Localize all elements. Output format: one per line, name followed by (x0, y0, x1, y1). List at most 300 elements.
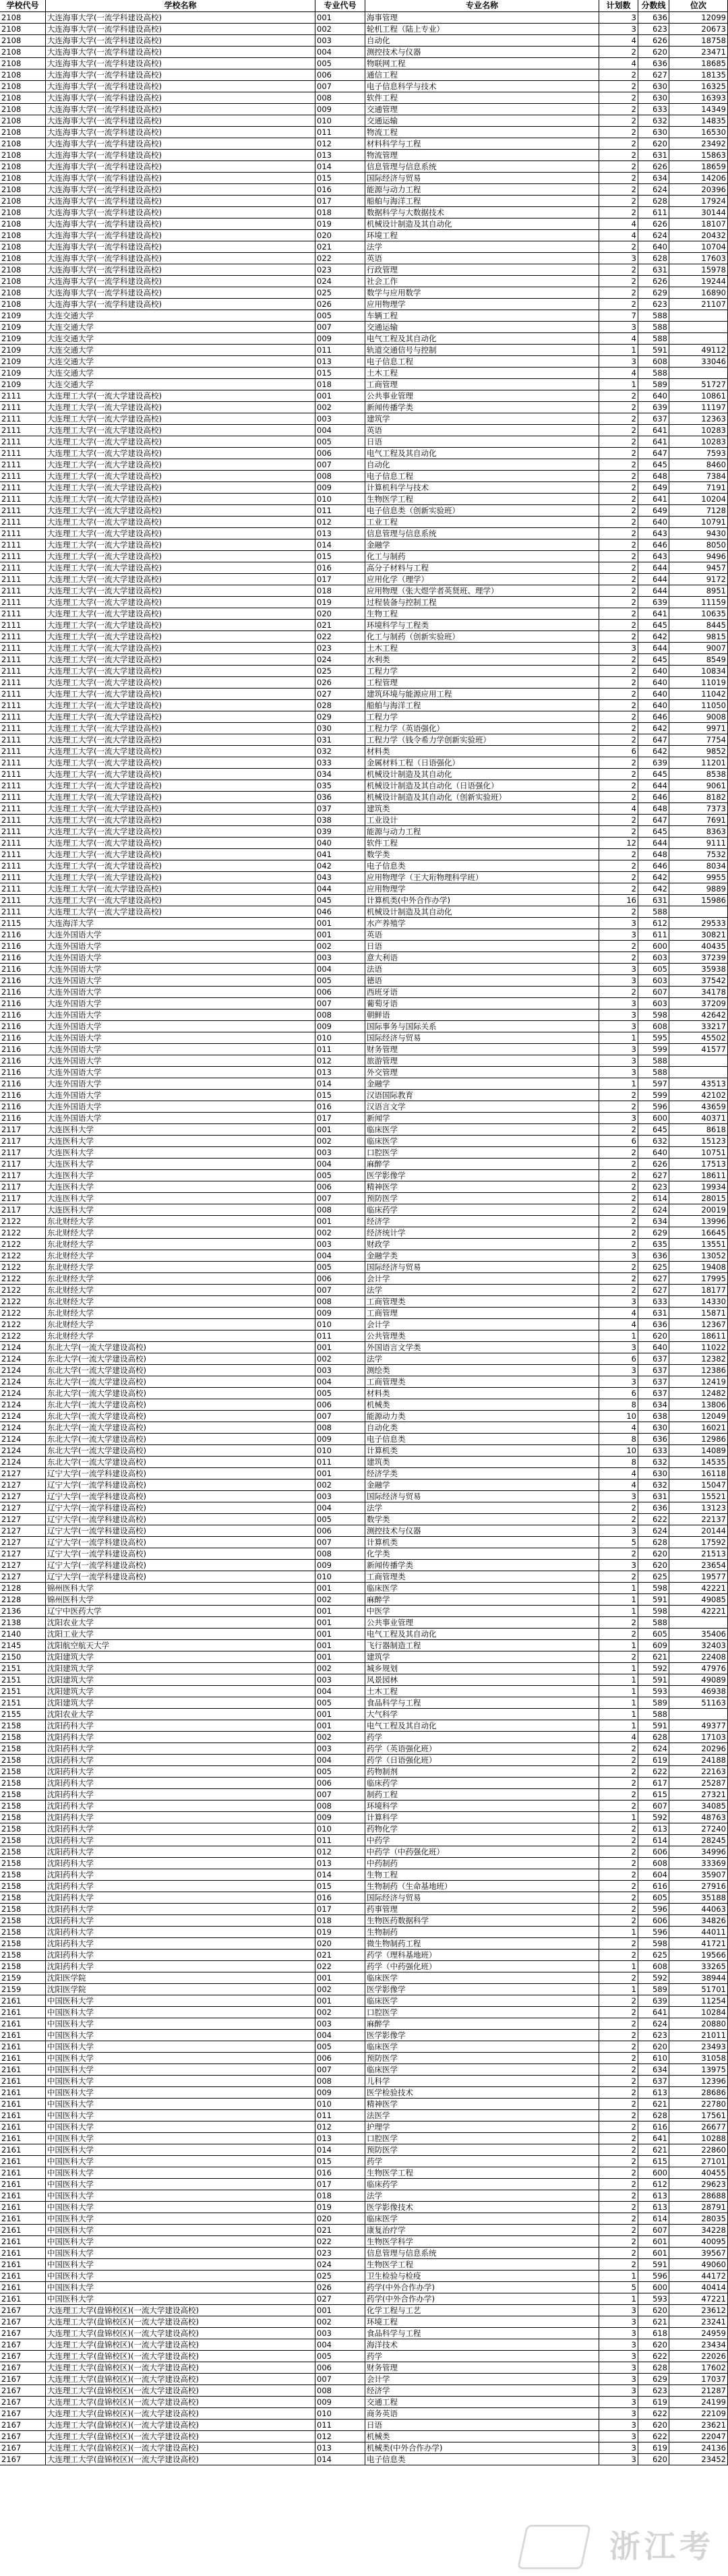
cell-score-line: 624 (638, 1525, 669, 1537)
table-row (0, 1525, 728, 1537)
cell-school-code: 2116 (0, 1101, 46, 1113)
cell-major-name: 生物工程 (365, 1869, 599, 1881)
cell-score-line: 640 (638, 1147, 669, 1159)
cell-rank: 34826 (669, 1915, 728, 1927)
cell-rank: 51727 (669, 379, 728, 390)
cell-school-code: 2140 (0, 1629, 46, 1640)
cell-rank: 51163 (669, 1697, 728, 1709)
cell-major-name: 药学（理科基地班） (365, 1950, 599, 1961)
table-row (0, 2442, 728, 2454)
cell-score-line: 626 (638, 161, 669, 173)
cell-major-name: 日语 (365, 436, 599, 448)
cell-score-line: 637 (638, 1353, 669, 1365)
cell-school-name: 大连理工大学(一流大学建设高校) (46, 413, 315, 425)
table-row (0, 333, 728, 345)
cell-rank: 30821 (669, 929, 728, 941)
header-score-line: 分数线 (638, 0, 669, 11)
cell-rank: 16325 (669, 81, 728, 92)
cell-school-code: 2161 (0, 2202, 46, 2213)
cell-major-name: 法学 (365, 2190, 599, 2202)
cell-rank: 17103 (669, 1732, 728, 1743)
cell-plan-count: 2 (599, 734, 638, 746)
cell-major-code: 027 (315, 2293, 365, 2305)
cell-school-name: 大连交通大学 (46, 345, 315, 356)
cell-school-code: 2161 (0, 2271, 46, 2282)
cell-major-code: 019 (315, 2202, 365, 2213)
cell-school-code: 2124 (0, 1376, 46, 1388)
cell-rank: 43513 (669, 1078, 728, 1090)
cell-major-name: 临床医学 (365, 1124, 599, 1136)
cell-school-code: 2167 (0, 2328, 46, 2339)
cell-score-line: 631 (638, 150, 669, 161)
cell-major-code: 009 (315, 2397, 365, 2408)
cell-major-name: 交通运输 (365, 322, 599, 333)
cell-rank: 35938 (669, 964, 728, 975)
cell-major-code: 011 (315, 345, 365, 356)
cell-score-line: 591 (638, 1674, 669, 1686)
table-row (0, 746, 728, 757)
cell-school-name: 大连理工大学(一流大学建设高校) (46, 494, 315, 505)
cell-plan-count: 2 (599, 1262, 638, 1273)
cell-rank: 49089 (669, 1674, 728, 1686)
cell-rank: 11042 (669, 689, 728, 700)
cell-major-code: 010 (315, 115, 365, 127)
table-row (0, 2156, 728, 2167)
table-row (0, 1789, 728, 1801)
table-row (0, 1801, 728, 1812)
cell-plan-count: 3 (599, 1055, 638, 1067)
cell-rank: 19934 (669, 1181, 728, 1193)
cell-major-code: 016 (315, 562, 365, 574)
cell-rank: 48763 (669, 1812, 728, 1823)
cell-school-name: 大连理工大学(一流大学建设高校) (46, 620, 315, 631)
cell-major-name: 临床医学 (365, 1995, 599, 2007)
cell-rank: 28791 (669, 2202, 728, 2213)
cell-school-code: 2167 (0, 2454, 46, 2465)
table-row (0, 2041, 728, 2053)
cell-rank: 21107 (669, 299, 728, 310)
cell-plan-count: 2 (599, 413, 638, 425)
cell-rank: 20144 (669, 1525, 728, 1537)
cell-score-line: 601 (638, 2248, 669, 2259)
table-row (0, 1755, 728, 1766)
cell-major-code: 021 (315, 241, 365, 253)
cell-school-code: 2111 (0, 436, 46, 448)
table-row (0, 1743, 728, 1755)
cell-major-code: 006 (315, 1525, 365, 1537)
cell-score-line: 640 (638, 517, 669, 528)
cell-rank: 20432 (669, 230, 728, 241)
cell-plan-count: 2 (599, 287, 638, 299)
cell-score-line: 631 (638, 264, 669, 276)
table-row (0, 402, 728, 413)
cell-plan-count: 4 (599, 1732, 638, 1743)
cell-plan-count: 3 (599, 1491, 638, 1502)
cell-school-name: 沈阳药科大学 (46, 1892, 315, 1904)
cell-major-code: 023 (315, 643, 365, 654)
cell-plan-count: 4 (599, 1422, 638, 1434)
cell-major-code: 033 (315, 757, 365, 769)
cell-score-line: 648 (638, 849, 669, 860)
cell-school-name: 大连理工大学(一流大学建设高校) (46, 792, 315, 803)
cell-major-name: 材料类 (365, 746, 599, 757)
cell-major-code: 001 (315, 1720, 365, 1732)
cell-plan-count: 3 (599, 1113, 638, 1124)
cell-major-name: 土木工程 (365, 1686, 599, 1697)
cell-plan-count: 2 (599, 69, 638, 81)
cell-score-line: 597 (638, 1078, 669, 1090)
cell-school-name: 大连理工大学(盘锦校区)(一流大学建设高校) (46, 2316, 315, 2328)
cell-major-name: 日语 (365, 2420, 599, 2431)
cell-major-name: 经济学 (365, 1216, 599, 1227)
cell-score-line: 636 (638, 58, 669, 69)
cell-school-name: 沈阳药科大学 (46, 1789, 315, 1801)
cell-major-name: 电子信息工程 (365, 356, 599, 368)
table-row (0, 368, 728, 379)
cell-major-name: 制药工程 (365, 1789, 599, 1801)
cell-rank: 28015 (669, 1193, 728, 1204)
cell-school-name: 大连外国语大学 (46, 1090, 315, 1101)
cell-major-name: 计算机类(中外合作办学) (365, 895, 599, 906)
cell-major-code: 025 (315, 287, 365, 299)
cell-school-name: 大连海事大学(一流学科建设高校) (46, 115, 315, 127)
cell-school-code: 2161 (0, 2110, 46, 2121)
cell-school-name: 沈阳建筑大学 (46, 1651, 315, 1663)
cell-school-name: 东北大学(一流大学建设高校) (46, 1342, 315, 1353)
cell-score-line: 620 (638, 2339, 669, 2351)
table-row (0, 150, 728, 161)
table-row (0, 1904, 728, 1915)
cell-major-name: 财务管理 (365, 2362, 599, 2374)
cell-score-line: 640 (638, 666, 669, 677)
cell-major-name: 法医学 (365, 2110, 599, 2121)
cell-score-line: 603 (638, 975, 669, 987)
cell-rank: 17602 (669, 2362, 728, 2374)
table-row (0, 69, 728, 81)
cell-school-name: 中国医科大学 (46, 2179, 315, 2190)
cell-school-code: 2158 (0, 1858, 46, 1869)
cell-school-name: 大连理工大学(一流大学建设高校) (46, 608, 315, 620)
cell-major-code: 007 (315, 81, 365, 92)
cell-major-code: 001 (315, 1617, 365, 1629)
table-row (0, 1651, 728, 1663)
cell-major-name: 城乡规划 (365, 1663, 599, 1674)
cell-major-code: 017 (315, 1113, 365, 1124)
table-row (0, 2431, 728, 2442)
cell-score-line: 645 (638, 1124, 669, 1136)
cell-major-code: 016 (315, 1892, 365, 1904)
cell-major-code: 020 (315, 608, 365, 620)
cell-plan-count: 2 (599, 562, 638, 574)
cell-score-line: 632 (638, 115, 669, 127)
cell-score-line: 603 (638, 952, 669, 964)
table-row (0, 1686, 728, 1697)
cell-major-code: 015 (315, 1881, 365, 1892)
cell-school-code: 2122 (0, 1330, 46, 1342)
cell-major-code: 045 (315, 895, 365, 906)
cell-plan-count: 2 (599, 2110, 638, 2121)
cell-major-name: 药学（英语强化班） (365, 1743, 599, 1755)
cell-plan-count: 2 (599, 597, 638, 608)
cell-score-line: 598 (638, 1606, 669, 1617)
cell-plan-count: 3 (599, 2351, 638, 2362)
cell-school-code: 2161 (0, 2167, 46, 2179)
cell-school-code: 2108 (0, 12, 46, 24)
cell-school-name: 中国医科大学 (46, 2282, 315, 2293)
cell-major-code: 005 (315, 1170, 365, 1181)
cell-school-code: 2111 (0, 689, 46, 700)
table-row (0, 264, 728, 276)
cell-major-name: 公共管理类 (365, 1330, 599, 1342)
cell-score-line: 628 (638, 1537, 669, 1548)
cell-major-code: 016 (315, 2167, 365, 2179)
cell-major-name: 口腔医学 (365, 2007, 599, 2018)
cell-score-line: 617 (638, 1778, 669, 1789)
cell-school-name: 中国医科大学 (46, 2087, 315, 2099)
cell-plan-count: 3 (599, 2431, 638, 2442)
cell-school-name: 东北财经大学 (46, 1216, 315, 1227)
cell-school-code: 2167 (0, 2305, 46, 2316)
cell-school-code: 2108 (0, 69, 46, 81)
table-row (0, 1972, 728, 1984)
cell-major-name: 生物制药 (365, 1927, 599, 1938)
cell-major-code: 002 (315, 941, 365, 952)
cell-school-code: 2116 (0, 987, 46, 998)
cell-score-line: 628 (638, 253, 669, 264)
cell-rank: 14349 (669, 104, 728, 115)
cell-rank: 10861 (669, 390, 728, 402)
table-row (0, 379, 728, 390)
cell-school-name: 大连理工大学(一流大学建设高校) (46, 815, 315, 826)
cell-score-line: 600 (638, 2282, 669, 2293)
cell-school-name: 辽宁大学(一流学科建设高校) (46, 1571, 315, 1583)
table-row (0, 769, 728, 780)
cell-score-line: 607 (638, 987, 669, 998)
cell-major-code: 011 (315, 505, 365, 517)
cell-major-name: 朝鲜语 (365, 1009, 599, 1021)
cell-school-name: 中国医科大学 (46, 2121, 315, 2133)
table-row (0, 815, 728, 826)
cell-plan-count: 1 (599, 1032, 638, 1044)
cell-school-code: 2111 (0, 562, 46, 574)
cell-school-code: 2158 (0, 1938, 46, 1950)
cell-major-name: 德语 (365, 975, 599, 987)
cell-plan-count: 2 (599, 173, 638, 184)
cell-plan-count: 2 (599, 127, 638, 138)
cell-major-name: 电子信息工程 (365, 471, 599, 482)
cell-score-line: 620 (638, 2041, 669, 2053)
cell-school-code: 2117 (0, 1124, 46, 1136)
table-row (0, 2293, 728, 2305)
cell-school-name: 大连海事大学(一流学科建设高校) (46, 264, 315, 276)
cell-major-code: 006 (315, 69, 365, 81)
cell-plan-count: 2 (599, 1755, 638, 1766)
cell-school-code: 2158 (0, 1789, 46, 1801)
cell-plan-count: 2 (599, 860, 638, 872)
cell-plan-count: 4 (599, 35, 638, 47)
cell-school-code: 2111 (0, 883, 46, 895)
cell-rank: 8034 (669, 860, 728, 872)
cell-major-code: 018 (315, 585, 365, 597)
cell-rank: 23621 (669, 2420, 728, 2431)
cell-score-line: 632 (638, 1480, 669, 1491)
cell-major-name: 财务管理 (365, 1044, 599, 1055)
cell-major-name: 日语 (365, 941, 599, 952)
cell-major-code: 011 (315, 1457, 365, 1468)
cell-plan-count: 1 (599, 1640, 638, 1651)
cell-school-code: 2159 (0, 1984, 46, 1995)
cell-rank: 40435 (669, 941, 728, 952)
cell-school-code: 2108 (0, 35, 46, 47)
cell-school-code: 2115 (0, 918, 46, 929)
cell-major-name: 新闻学 (365, 1113, 599, 1124)
cell-major-code: 001 (315, 1606, 365, 1617)
cell-major-name: 建筑学 (365, 413, 599, 425)
cell-school-code: 2111 (0, 654, 46, 666)
table-row (0, 1984, 728, 1995)
cell-school-name: 沈阳药科大学 (46, 1858, 315, 1869)
cell-school-name: 大连理工大学(一流大学建设高校) (46, 597, 315, 608)
cell-score-line: 644 (638, 585, 669, 597)
cell-major-code: 012 (315, 517, 365, 528)
cell-school-code: 2111 (0, 677, 46, 689)
cell-plan-count: 1 (599, 1720, 638, 1732)
cell-school-name: 大连医科大学 (46, 1181, 315, 1193)
cell-school-code: 2111 (0, 539, 46, 551)
table-row (0, 1330, 728, 1342)
cell-score-line: 644 (638, 838, 669, 849)
table-row (0, 2305, 728, 2316)
table-row (0, 1308, 728, 1319)
table-row (0, 1399, 728, 1411)
cell-major-code: 003 (315, 2018, 365, 2030)
cell-school-code: 2158 (0, 1801, 46, 1812)
cell-school-code: 2111 (0, 425, 46, 436)
cell-plan-count: 1 (599, 1674, 638, 1686)
table-row (0, 1617, 728, 1629)
cell-major-name: 工程管理 (365, 677, 599, 689)
cell-school-name: 东北大学(一流大学建设高校) (46, 1457, 315, 1468)
cell-score-line: 608 (638, 1961, 669, 1972)
cell-school-code: 2150 (0, 1651, 46, 1663)
cell-major-name: 飞行器制造工程 (365, 1640, 599, 1651)
cell-major-name: 新闻传播学类 (365, 402, 599, 413)
cell-school-name: 大连理工大学(一流大学建设高校) (46, 539, 315, 551)
cell-plan-count: 1 (599, 1961, 638, 1972)
cell-school-name: 大连理工大学(一流大学建设高校) (46, 769, 315, 780)
cell-school-name: 锦州医科大学 (46, 1594, 315, 1606)
cell-score-line: 605 (638, 1892, 669, 1904)
cell-major-code: 001 (315, 12, 365, 24)
cell-school-code: 2111 (0, 517, 46, 528)
table-row (0, 1021, 728, 1032)
cell-rank: 7593 (669, 448, 728, 459)
cell-rank: 17561 (669, 2110, 728, 2121)
cell-school-code: 2108 (0, 58, 46, 69)
cell-score-line: 623 (638, 299, 669, 310)
table-row (0, 1204, 728, 1216)
table-row (0, 104, 728, 115)
cell-school-code: 2111 (0, 402, 46, 413)
cell-school-code: 2151 (0, 1686, 46, 1697)
cell-school-name: 沈阳药科大学 (46, 1812, 315, 1823)
cell-score-line: 625 (638, 1571, 669, 1583)
table-row (0, 1170, 728, 1181)
cell-plan-count: 2 (599, 1869, 638, 1881)
cell-major-code: 024 (315, 2259, 365, 2271)
table-row (0, 1296, 728, 1308)
cell-score-line: 588 (638, 1067, 669, 1078)
cell-major-code: 015 (315, 551, 365, 562)
cell-score-line: 596 (638, 1904, 669, 1915)
cell-school-code: 2124 (0, 1422, 46, 1434)
table-row (0, 81, 728, 92)
cell-score-line: 642 (638, 872, 669, 883)
cell-plan-count: 2 (599, 1124, 638, 1136)
table-row (0, 1113, 728, 1124)
cell-school-name: 大连理工大学(一流大学建设高校) (46, 746, 315, 757)
cell-plan-count: 2 (599, 1995, 638, 2007)
cell-major-name: 计算机类 (365, 1537, 599, 1548)
cell-score-line: 646 (638, 860, 669, 872)
cell-rank: 16021 (669, 1422, 728, 1434)
cell-plan-count: 2 (599, 196, 638, 207)
cell-plan-count: 2 (599, 482, 638, 494)
cell-score-line: 606 (638, 1915, 669, 1927)
table-row (0, 1067, 728, 1078)
cell-school-name: 大连海事大学(一流学科建设高校) (46, 127, 315, 138)
table-row (0, 1881, 728, 1892)
cell-plan-count: 2 (599, 711, 638, 723)
cell-score-line: 608 (638, 1021, 669, 1032)
cell-school-code: 2158 (0, 1961, 46, 1972)
cell-plan-count: 2 (599, 528, 638, 539)
cell-score-line: 631 (638, 1491, 669, 1502)
cell-rank: 42642 (669, 1009, 728, 1021)
cell-plan-count: 2 (599, 1101, 638, 1113)
cell-school-name: 大连外国语大学 (46, 1101, 315, 1113)
cell-school-code: 2111 (0, 723, 46, 734)
cell-school-code: 2108 (0, 196, 46, 207)
cell-school-name: 中国医科大学 (46, 2053, 315, 2064)
cell-score-line: 637 (638, 413, 669, 425)
cell-score-line: 592 (638, 1972, 669, 1984)
cell-major-code: 011 (315, 1044, 365, 1055)
cell-school-code: 2161 (0, 2282, 46, 2293)
cell-major-code: 005 (315, 1697, 365, 1709)
cell-rank: 40455 (669, 2167, 728, 2179)
cell-score-line: 614 (638, 1193, 669, 1204)
cell-major-code: 013 (315, 1858, 365, 1869)
table-row (0, 1193, 728, 1204)
table-row (0, 1812, 728, 1823)
cell-school-name: 沈阳药科大学 (46, 1766, 315, 1778)
cell-plan-count: 2 (599, 2213, 638, 2225)
cell-major-code: 002 (315, 2316, 365, 2328)
cell-school-name: 中国医科大学 (46, 2099, 315, 2110)
cell-major-name: 能源与动力工程 (365, 826, 599, 838)
cell-school-code: 2161 (0, 2144, 46, 2156)
cell-major-name: 数据科学与大数据技术 (365, 207, 599, 218)
table-row (0, 2454, 728, 2465)
cell-score-line: 625 (638, 1950, 669, 1961)
cell-major-code: 026 (315, 677, 365, 689)
cell-major-name: 药学（日语强化班） (365, 1755, 599, 1766)
table-row (0, 35, 728, 47)
cell-major-code: 006 (315, 448, 365, 459)
table-row (0, 92, 728, 104)
cell-school-code: 2111 (0, 631, 46, 643)
